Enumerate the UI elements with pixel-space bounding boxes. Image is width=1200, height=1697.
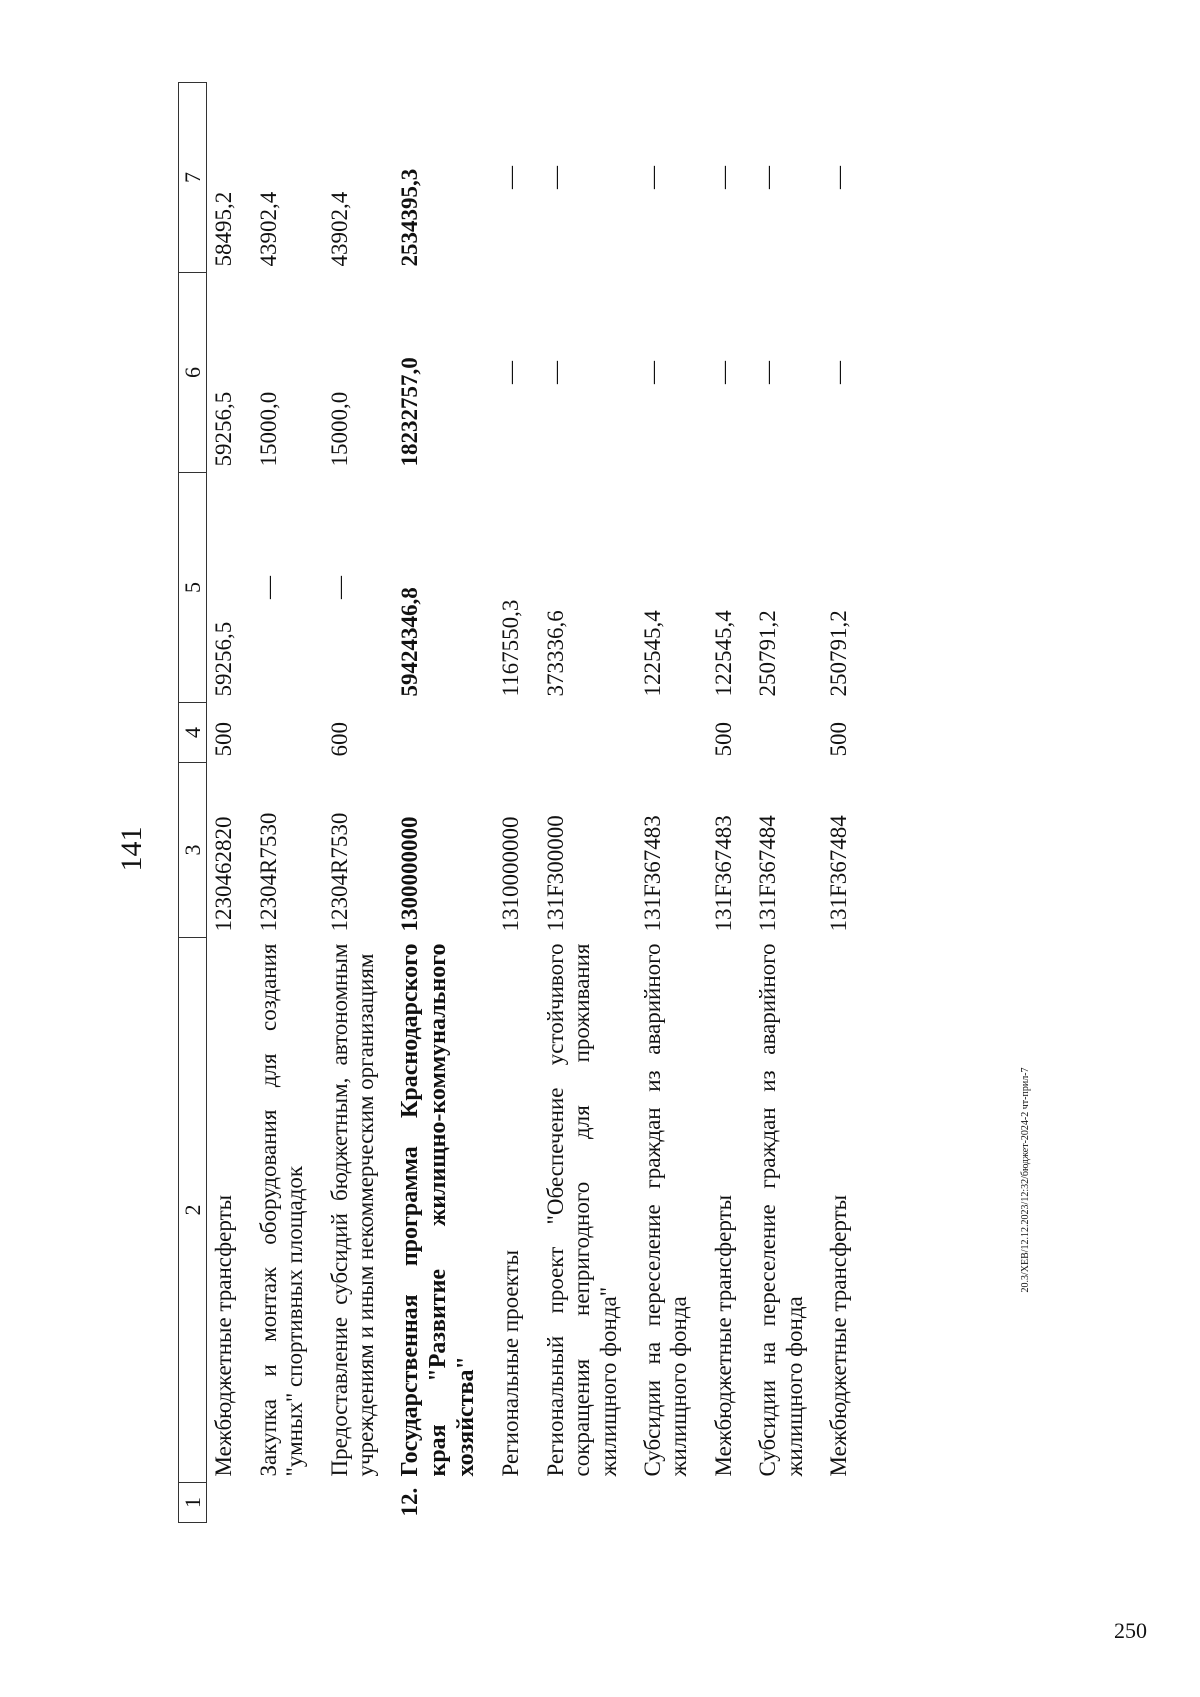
row-value-5: 250791,2 [755, 610, 781, 697]
row-value-6: — [542, 361, 568, 384]
row-number [539, 1483, 636, 1523]
row-code: 12304R7530 [326, 812, 352, 932]
row-value-6: 59256,5 [211, 391, 237, 467]
row-value-7: — [498, 166, 524, 189]
row-number [822, 1483, 866, 1523]
row-number [323, 1483, 394, 1523]
header-col-7: 7 [179, 83, 207, 273]
row-value-5: — [255, 576, 281, 599]
row-name: Субсидии на переселение граждан из аварийного жилищного фонда [755, 943, 807, 1477]
table-row [751, 83, 822, 1523]
row-code: 1310000000 [498, 816, 524, 932]
header-col-6: 6 [179, 273, 207, 473]
row-number: 12. [397, 1487, 423, 1517]
row-name: Субсидии на переселение граждан из аварийного жилищного фонда [640, 943, 692, 1477]
row-value-6: — [640, 361, 666, 384]
row-code: 1230462820 [211, 816, 237, 932]
table-row [323, 83, 394, 1523]
row-value-7: — [826, 166, 852, 189]
row-value-5: 250791,2 [826, 610, 852, 697]
budget-table [178, 82, 867, 1523]
row-value-6: 15000,0 [255, 391, 281, 467]
row-value-6: — [755, 361, 781, 384]
row-number [207, 1483, 252, 1523]
table-row [207, 83, 252, 1523]
row-value-6: — [710, 361, 736, 384]
row-type [751, 703, 822, 763]
row-value-5: 1167550,3 [498, 599, 524, 697]
row-number [252, 1483, 323, 1523]
table-row [494, 83, 538, 1523]
row-number [636, 1483, 707, 1523]
row-value-5: 122545,4 [710, 610, 736, 697]
row-value-7: — [710, 166, 736, 189]
row-type [252, 703, 323, 763]
row-code: 131F367483 [640, 815, 666, 932]
header-col-1: 1 [179, 1483, 207, 1523]
row-value-7: — [542, 166, 568, 189]
row-type [636, 703, 707, 763]
rotated-table-wrapper [178, 83, 1058, 1523]
table-row [252, 83, 323, 1523]
row-value-6: — [826, 361, 852, 384]
row-type: 600 [326, 722, 352, 757]
row-name: Закупка и монтаж оборудования для создания "умных" спортивных площадок [255, 943, 308, 1477]
table-header-row [179, 83, 207, 1523]
sheet-number: 250 [1114, 1618, 1147, 1643]
row-name: Государственная программа Краснодарского края "Развитие жилищно-коммунального хозяйства" [397, 943, 479, 1477]
row-name: Межбюджетные трансферты [826, 1194, 852, 1477]
header-col-3: 3 [179, 763, 207, 938]
row-value-5: 59424346,8 [397, 587, 423, 697]
row-type: 500 [211, 722, 237, 757]
row-code: 12304R7530 [255, 812, 281, 932]
row-name: Региональные проекты [498, 1249, 524, 1477]
row-type: 500 [710, 722, 736, 757]
row-value-7: 43902,4 [326, 191, 352, 267]
row-value-5: — [326, 576, 352, 599]
row-name: Региональный проект "Обеспечение устойчивого сокращения непригодного для проживания жилищного фонда" [542, 943, 621, 1477]
row-value-5: 122545,4 [640, 610, 666, 697]
row-number [751, 1483, 822, 1523]
row-type: 500 [826, 722, 852, 757]
header-col-2: 2 [179, 938, 207, 1483]
row-name: Межбюджетные трансферты [710, 1194, 736, 1477]
row-value-6: — [498, 361, 524, 384]
row-value-7: 2534395,3 [397, 168, 423, 267]
row-type [539, 703, 636, 763]
row-code: 1300000000 [397, 816, 423, 932]
row-code: 131F367483 [710, 815, 736, 932]
header-col-5: 5 [179, 473, 207, 703]
row-value-5: 373336,6 [542, 610, 568, 697]
page-number: 141 [115, 826, 148, 872]
row-code: 131F300000 [542, 815, 568, 932]
row-type [393, 703, 494, 763]
row-name: Предоставление субсидий бюджетным, автономным учреждениям и иным некоммерческим организациям [326, 943, 379, 1477]
row-value-6: 15000,0 [326, 391, 352, 467]
row-code: 131F367484 [755, 815, 781, 932]
table-row [822, 83, 866, 1523]
row-value-7: 58495,2 [211, 191, 237, 267]
row-value-7: 43902,4 [255, 191, 281, 267]
row-value-7: — [640, 166, 666, 189]
row-value-7: — [755, 166, 781, 189]
row-value-6: 18232757,0 [397, 357, 423, 467]
table-row [707, 83, 751, 1523]
document-stamp: 20.3/ХЕВ/12.12.2023/12:32/бюджет-2024-2 чт-прил-7 [1020, 1067, 1031, 1293]
row-value-5: 59256,5 [211, 621, 237, 697]
row-number [494, 1483, 538, 1523]
header-col-4: 4 [179, 703, 207, 763]
table-row [636, 83, 707, 1523]
table-row [539, 83, 636, 1523]
row-type [494, 703, 538, 763]
row-name: Межбюджетные трансферты [211, 1194, 237, 1477]
row-code: 131F367484 [826, 815, 852, 932]
table-row-program-total [393, 83, 494, 1523]
row-number [707, 1483, 751, 1523]
